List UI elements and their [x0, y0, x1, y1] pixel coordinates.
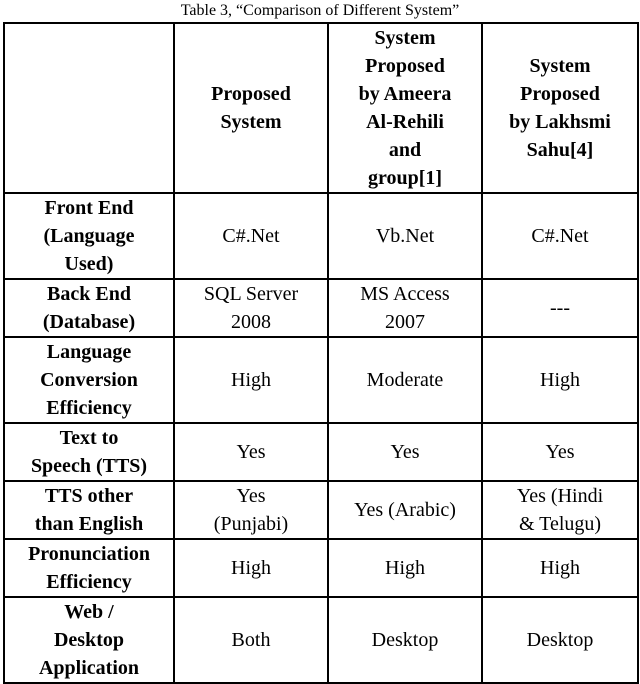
table-cell: C#.Net — [482, 193, 638, 279]
table-cell: Desktop — [482, 597, 638, 683]
table-cell: MS Access 2007 — [328, 279, 482, 337]
header-lakhsmi-system: System Proposed by Lakhsmi Sahu[4] — [482, 23, 638, 193]
row-label-pronunciation: Pronunciation Efficiency — [4, 539, 174, 597]
table-cell: Vb.Net — [328, 193, 482, 279]
row-label-back-end: Back End (Database) — [4, 279, 174, 337]
row-label-web-desktop: Web / Desktop Application — [4, 597, 174, 683]
table-header-row — [4, 23, 638, 193]
table-cell: High — [482, 337, 638, 423]
table-row — [4, 279, 638, 337]
row-label-language-conversion: Language Conversion Efficiency — [4, 337, 174, 423]
table-cell: High — [328, 539, 482, 597]
table-cell: Yes (Arabic) — [328, 481, 482, 539]
table-cell: High — [174, 337, 328, 423]
table-cell: High — [482, 539, 638, 597]
table-caption: Table 3, “Comparison of Different System” — [180, 2, 460, 19]
table-cell: Desktop — [328, 597, 482, 683]
row-label-front-end: Front End (Language Used) — [4, 193, 174, 279]
table-row — [4, 193, 638, 279]
table-row — [4, 481, 638, 539]
table-row — [4, 337, 638, 423]
table-cell: Yes — [174, 423, 328, 481]
row-label-tts-other: TTS other than English — [4, 481, 174, 539]
comparison-table — [3, 22, 639, 684]
header-corner-cell — [4, 23, 174, 193]
table-row — [4, 597, 638, 683]
table-cell: Yes (Punjabi) — [174, 481, 328, 539]
header-ameera-system: System Proposed by Ameera Al-Rehili and group[1] — [328, 23, 482, 193]
table-cell: Moderate — [328, 337, 482, 423]
row-label-tts: Text to Speech (TTS) — [4, 423, 174, 481]
table-row — [4, 423, 638, 481]
table-cell: SQL Server 2008 — [174, 279, 328, 337]
table-cell: --- — [482, 279, 638, 337]
header-proposed-system: Proposed System — [174, 23, 328, 193]
table-cell: Yes — [482, 423, 638, 481]
table-row — [4, 539, 638, 597]
table-cell: C#.Net — [174, 193, 328, 279]
table-cell: Yes (Hindi & Telugu) — [482, 481, 638, 539]
table-cell: Yes — [328, 423, 482, 481]
table-cell: High — [174, 539, 328, 597]
table-cell: Both — [174, 597, 328, 683]
